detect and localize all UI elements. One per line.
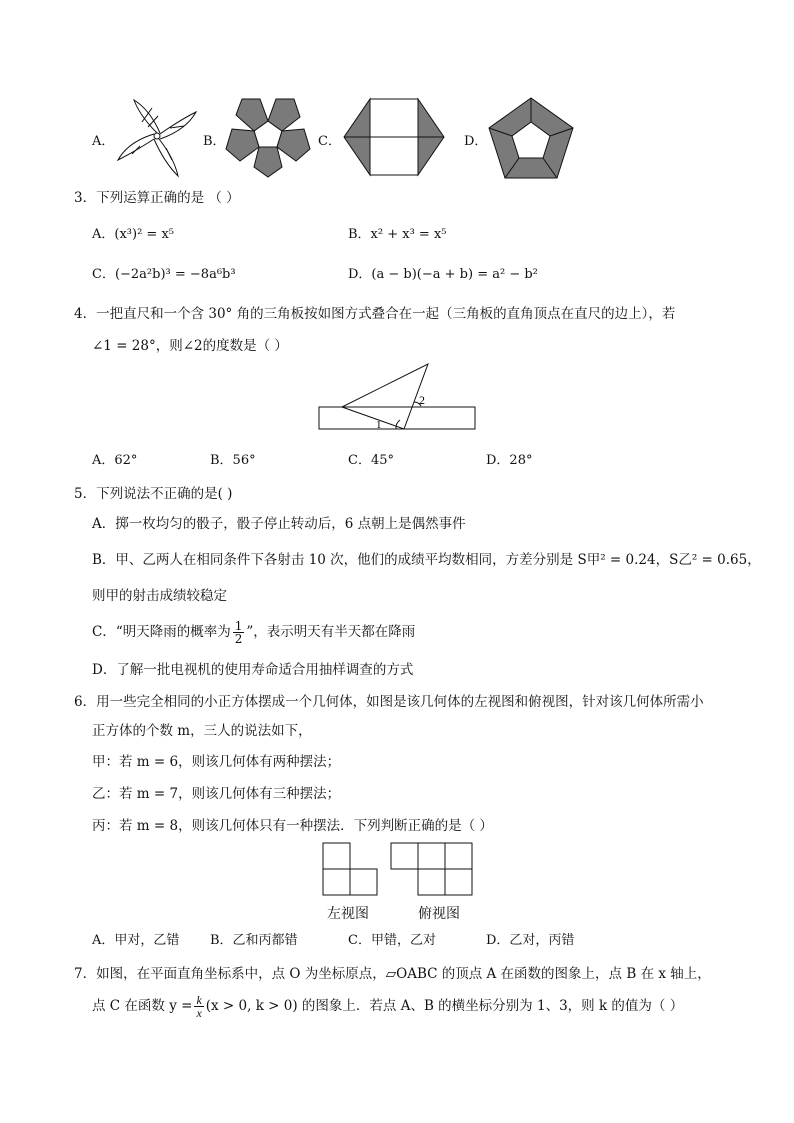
q4-stem: 4．一把直尺和一个含 30° 角的三角板按如图方式叠合在一起（三角板的直角顶点在直尺的边上），若 (74, 306, 676, 322)
q7-stem-line2-text-end: (x > 0, k > 0) 的图象上．若点 A、B 的横坐标分别为 1、3，则 k 的值为（ ） (205, 998, 684, 1014)
q4-option-d: D．28° (486, 453, 533, 468)
q4-option-b: B．56° (210, 453, 256, 468)
q6-stem-line2: 正方体的个数 m，三人的说法如下， (92, 723, 312, 739)
q6-option-c: C．甲错，乙对 (348, 933, 436, 948)
q5-stem: 5．下列说法不正确的是( ) (74, 486, 233, 502)
q2-option-a-label: A． (92, 134, 115, 149)
fraction-denominator-x: x (196, 1006, 202, 1020)
pinwheel-figure (112, 96, 202, 178)
q7-stem-line2 (92, 994, 683, 1019)
q5-option-b-cont: 则甲的射击成绩较稳定 (92, 588, 227, 604)
q4-option-a: A．62° (92, 453, 138, 468)
q2-option-b-label: B． (203, 134, 226, 149)
fraction-numerator-k: k (196, 993, 202, 1007)
q6-yi: 乙：若 m = 7，则该几何体有三种摆法； (92, 786, 341, 802)
left-view-caption: 左视图 (327, 906, 369, 922)
fraction-numerator: 1 (234, 619, 243, 633)
q2-option-d-label: D． (464, 134, 488, 149)
q6-option-a: A．甲对，乙错 (92, 933, 180, 948)
q3-option-b: B．x² + x³ = x⁵ (348, 227, 447, 242)
q5-option-d: D．了解一批电视机的使用寿命适合用抽样调查的方式 (92, 662, 414, 678)
q2-option-c-label: C． (318, 134, 341, 149)
q5-option-c-text-end: ”，表示明天有半天都在降雨 (246, 624, 416, 640)
q7-stem: 7．如图，在平面直角坐标系中，点 O 为坐标原点，▱OABC 的顶点 A 在函数的图象上，点 B 在 x 轴上， (74, 966, 711, 982)
left-view-figure (322, 842, 380, 896)
q5-option-c (92, 620, 415, 645)
q6-jia: 甲：若 m = 6，则该几何体有两种摆法； (92, 754, 341, 770)
q3-option-a: A．(x³)² = x⁵ (92, 227, 174, 242)
q5-option-a: A．掷一枚均匀的骰子，骰子停止转动后，6 点朝上是偶然事件 (92, 516, 466, 532)
q5-option-b: B．甲、乙两人在相同条件下各射击 10 次，他们的成绩平均数相同，方差分别是 S甲² = 0.24，S乙² = 0.65， (92, 552, 761, 568)
q5-option-c-text: C．“明天降雨的概率为 (92, 624, 231, 640)
pentagon-frame-figure (486, 96, 576, 180)
top-view-caption: 俯视图 (418, 906, 460, 922)
q3-option-d: D．(a − b)(−a + b) = a² − b² (348, 267, 538, 282)
q6-option-d: D．乙对，丙错 (486, 933, 575, 948)
q6-bing: 丙：若 m = 8，则该几何体只有一种摆法．下列判断正确的是（ ） (92, 818, 493, 834)
angle-1-label: 1 (376, 419, 382, 431)
pentagon-flower-figure (224, 95, 312, 177)
top-view-figure (390, 842, 474, 896)
fraction-one-half (233, 620, 245, 645)
q6-option-b: B．乙和丙都错 (210, 933, 298, 948)
q6-stem: 6．用一些完全相同的小正方体摆成一个几何体，如图是该几何体的左视图和俯视图，针对该几何体所需小 (74, 694, 704, 710)
ruler-triangle-figure (318, 362, 478, 434)
fraction-k-over-x (194, 994, 203, 1019)
q3-option-c: C．(−2a²b)³ = −8a⁶b³ (92, 267, 236, 282)
q3-stem: 3．下列运算正确的是 （ ） (74, 190, 240, 206)
hexagon-figure (342, 97, 446, 177)
q7-stem-line2-text: 点 C 在函数 y = (92, 998, 193, 1014)
fraction-denominator: 2 (234, 632, 243, 646)
q4-option-c: C．45° (348, 453, 394, 468)
angle-2-label: 2 (419, 393, 425, 407)
q4-stem-line2: ∠1 = 28°，则∠2的度数是（ ） (92, 338, 288, 354)
